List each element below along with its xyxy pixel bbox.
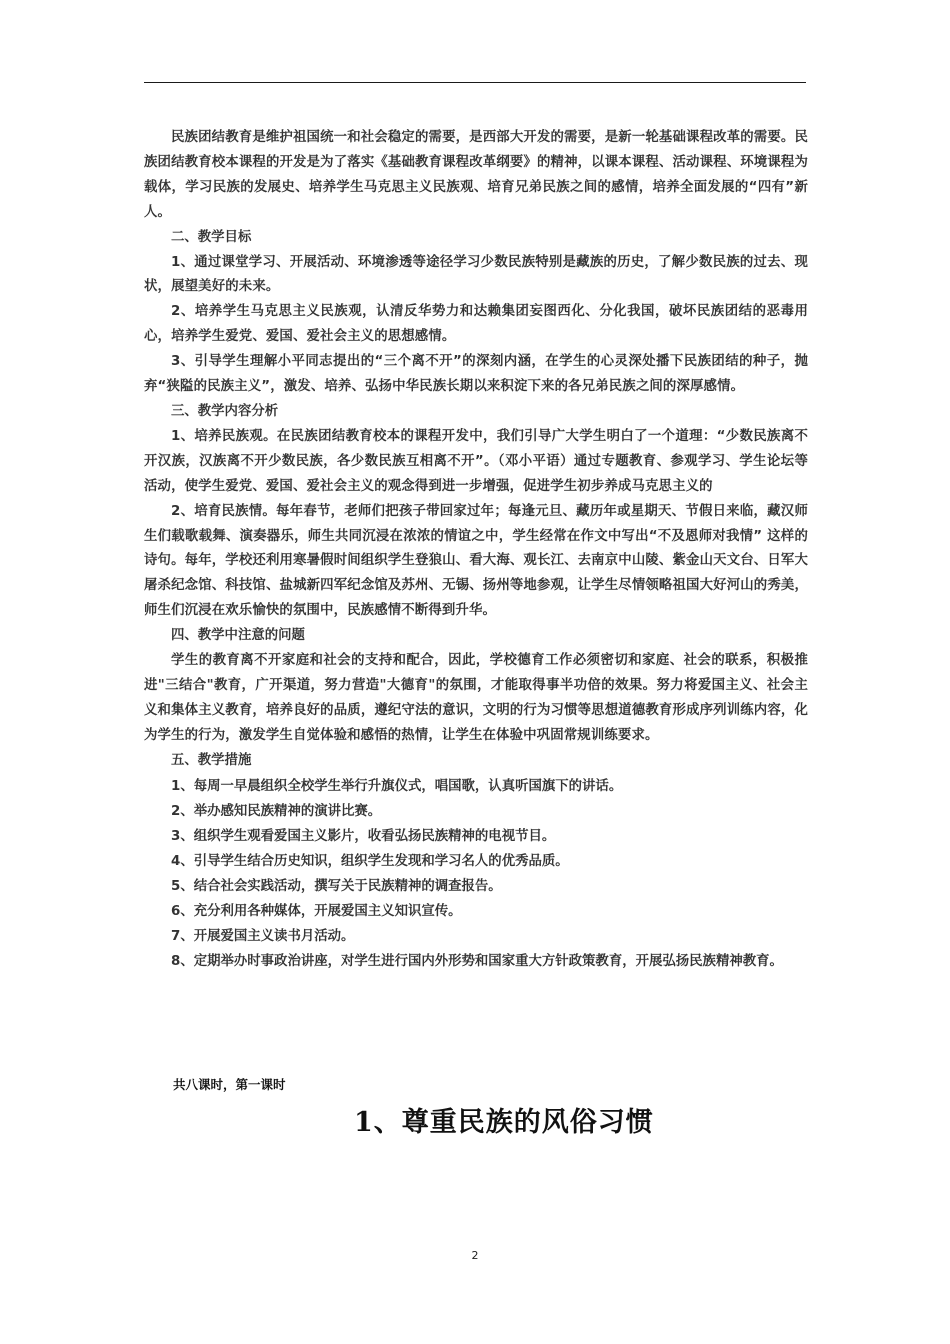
document-body	[144, 126, 808, 974]
measure-item: 8、定期举办时事政治讲座，对学生进行国内外形势和国家重大方针政策教育，开展弘扬民族精神教育。	[171, 953, 783, 969]
section-heading-issues: 四、教学中注意的问题	[171, 628, 305, 644]
analysis-item-1: 1、培养民族观。在民族团结教育校本的课程开发中，我们引导广大学生明白了一个道理：“少数民族离不开汉族，汉族离不开少数民族，各少数民族互相离不开”。（邓小平语）通过专题教育、参观学习、学生论坛等活动，使学生爱党、爱国、爱社会主义的观念得到进一步增强，促进学生初步养成马克思主义的	[144, 428, 808, 494]
goal-item-1: 1、通过课堂学习、开展活动、环境渗透等途径学习少数民族特别是藏族的历史，了解少数民族的过去、现状，展望美好的未来。	[144, 254, 808, 295]
measure-item: 2、举办感知民族精神的演讲比赛。	[171, 803, 382, 819]
measure-item: 6、充分利用各种媒体，开展爱国主义知识宣传。	[171, 903, 462, 919]
goal-item-3: 3、引导学生理解小平同志提出的“三个离不开”的深刻内涵，在学生的心灵深处播下民族团结的种子，抛弃“狭隘的民族主义”，激发、培养、弘扬中华民族长期以来积淀下来的各兄弟民族之间的深厚感情。	[144, 354, 808, 395]
section-heading-goals: 二、教学目标	[171, 229, 252, 245]
measure-item: 3、组织学生观看爱国主义影片，收看弘扬民族精神的电视节目。	[171, 828, 556, 844]
lesson-title: 1、尊重民族的风俗习惯	[354, 1107, 654, 1138]
measure-item: 4、引导学生结合历史知识，组织学生发现和学习名人的优秀品质。	[171, 853, 569, 869]
section-heading-content-analysis: 三、教学内容分析	[171, 403, 279, 419]
measure-item: 5、结合社会实践活动，撰写关于民族精神的调查报告。	[171, 878, 502, 894]
goal-item-2: 2、培养学生马克思主义民族观，认清反华势力和达赖集团妄图西化、分化我国，破坏民族团结的恶毒用心，培养学生爱党、爱国、爱社会主义的思想感情。	[144, 304, 808, 345]
measure-item: 1、每周一早晨组织全校学生举行升旗仪式，唱国歌，认真听国旗下的讲话。	[171, 778, 623, 794]
page-number: 2	[471, 1249, 479, 1262]
intro-paragraph: 民族团结教育是维护祖国统一和社会稳定的需要，是西部大开发的需要，是新一轮基础课程改革的需要。民族团结教育校本课程的开发是为了落实《基础教育课程改革纲要》的精神，以课本课程、活动课程、环境课程为载体，学习民族的发展史、培养学生马克思主义民族观、培育兄弟民族之间的感情，培养全面发展的“四有”新人。	[144, 130, 808, 220]
lesson-meta: 共八课时，第一课时	[173, 1077, 286, 1092]
section-heading-measures: 五、教学措施	[171, 752, 252, 768]
measure-item: 7、开展爱国主义读书月活动。	[171, 928, 355, 944]
issues-paragraph: 学生的教育离不开家庭和社会的支持和配合，因此，学校德育工作必须密切和家庭、社会的联系，积极推进"三结合"教育，广开渠道，努力营造"大德育"的氛围，才能取得事半功倍的效果。努力将爱国主义、社会主义和集体主义教育，培养良好的品质，遵纪守法的意识，文明的行为习惯等思想道德教育形成序列训练内容，化为学生的行为，激发学生自觉体验和感悟的热情，让学生在体验中巩固常规训练要求。	[144, 653, 808, 743]
analysis-item-2: 2、培育民族情。每年春节，老师们把孩子带回家过年；每逢元旦、藏历年或星期天、节假日来临，藏汉师生们载歌载舞、演奏器乐，师生共同沉浸在浓浓的情谊之中，学生经常在作文中写出“不及恩师对我情” 这样的诗句。每年，学校还利用寒暑假时间组织学生登狼山、看大海、观长江、去南京中山陵、紫金山天文台、日军大屠杀纪念馆、科技馆、盐城新四军纪念馆及苏州、无锡、扬州等地参观，让学生尽情领略祖国大好河山的秀美，师生们沉浸在欢乐愉快的氛围中，民族感情不断得到升华。	[144, 503, 808, 619]
header-rule	[144, 82, 806, 83]
